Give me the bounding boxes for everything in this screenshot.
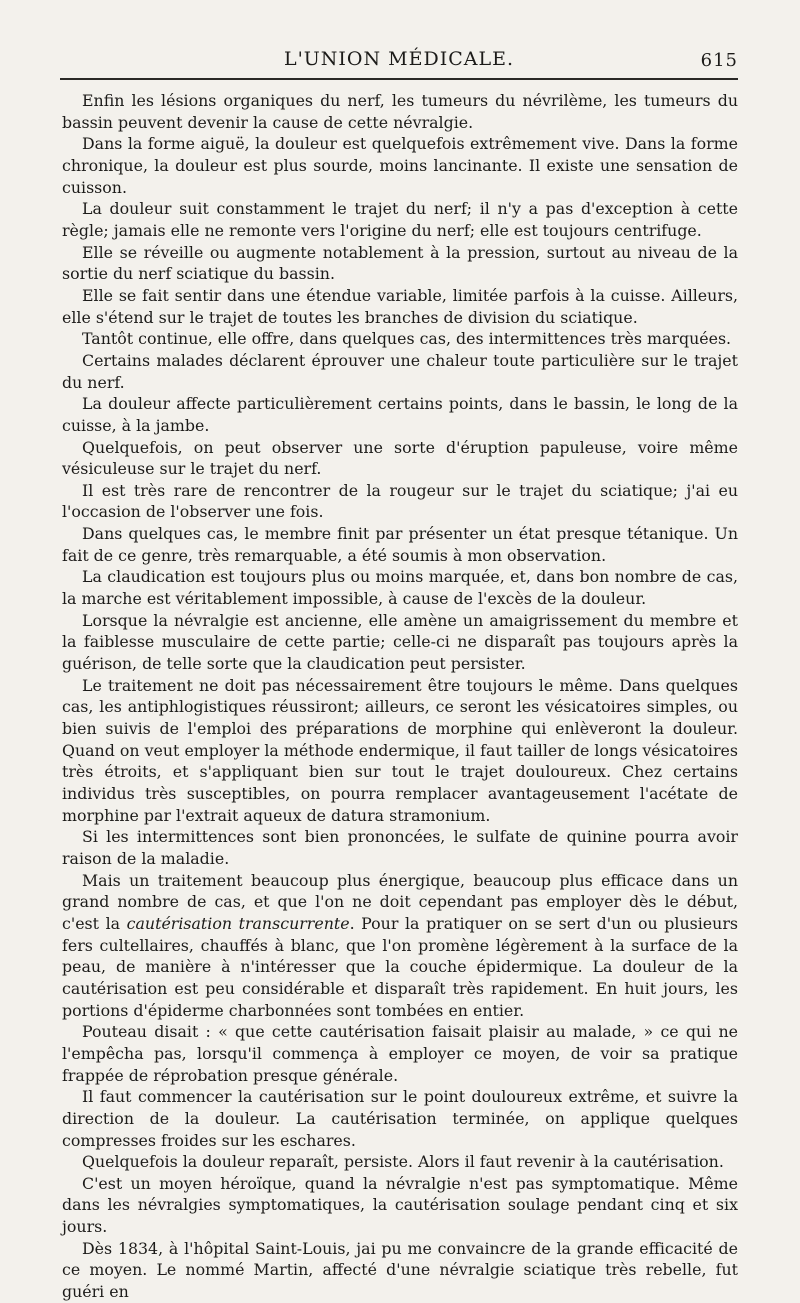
page-header	[60, 44, 738, 80]
paragraph: Tantôt continue, elle offre, dans quelques cas, des intermittences très marquées.	[82, 329, 732, 349]
paragraph: La douleur suit constamment le trajet du nerf; il n'y a pas d'exception à cette règle; jamais elle ne remonte vers l'origine du nerf; elle est toujours centrifuge.	[62, 199, 738, 240]
paragraph: Quelquefois, on peut observer une sorte d'éruption papuleuse, voire même vésiculeuse sur le trajet du nerf.	[62, 437, 738, 479]
paragraph: Dans quelques cas, le membre finit par présenter un état presque tétanique. Un fait de ce genre, très remarquable, a été soumis à mon observation.	[62, 524, 738, 565]
paragraph: Il est très rare de rencontrer de la rougeur sur le trajet du sciatique; j'ai eu l'occasion de l'observer une fois.	[62, 480, 738, 522]
paragraph: Quelquefois la douleur reparaît, persiste. Alors il faut revenir à la cautérisation.	[82, 1152, 724, 1172]
text-run: . Pour la pratiquer on se sert d'un ou plusieurs fers cultellaires, chauffés à blanc, que l'on promène légèrement à la surface de la peau, de manière à n'intéresser que la couche épidermique. La douleur de la cautérisation est peu considérable et disparaît très rapidement. En huit jours, les portions d'épiderme charbonnées sont tombées en entier.	[62, 913, 738, 1020]
paragraph: La claudication est toujours plus ou moins marquée, et, dans bon nombre de cas, la marche est véritablement impossible, à cause de l'excès de la douleur.	[62, 567, 738, 609]
page-number: 615	[700, 50, 738, 71]
italic-term: cautérisation transcurrente	[126, 913, 350, 933]
paragraph: Dès 1834, à l'hôpital Saint-Louis, jai pu me convaincre de la grande efficacité de ce moyen. Le nommé Martin, affecté d'une névralgie sciatique très rebelle, fut guéri en	[62, 1238, 738, 1302]
paragraph: La douleur affecte particulièrement certains points, dans le bassin, le long de la cuisse, à la jambe.	[62, 394, 738, 435]
paragraph: Dans la forme aiguë, la douleur est quelquefois extrêmement vive. Dans la forme chronique, la douleur est plus sourde, moins lancinante. Il existe une sensation de cuisson.	[62, 134, 738, 197]
paragraph: Pouteau disait : « que cette cautérisation faisait plaisir au malade, » ce qui ne l'empêcha pas, lorsqu'il commença à employer ce moyen, de voir sa pratique frappée de réprobation presque générale.	[62, 1022, 738, 1085]
paragraph: Si les intermittences sont bien prononcées, le sulfate de quinine pourra avoir raison de la maladie.	[62, 827, 738, 868]
running-title: L'UNION MÉDICALE.	[283, 48, 515, 70]
paragraph: C'est un moyen héroïque, quand la névralgie n'est pas symptomatique. Même dans les névralgies symptomatiques, la cautérisation soulage pendant cinq et six jours.	[62, 1173, 738, 1237]
paragraph-cauterisation	[62, 870, 738, 1022]
paragraph: Certains malades déclarent éprouver une chaleur toute particulière sur le trajet du nerf.	[62, 350, 738, 392]
body-text	[62, 90, 738, 1303]
paragraph: Elle se fait sentir dans une étendue variable, limitée parfois à la cuisse. Ailleurs, elle s'étend sur le trajet de toutes les branches de division du sciatique.	[62, 285, 738, 327]
paragraph: Le traitement ne doit pas nécessairement être toujours le même. Dans quelques cas, les antiphlogistiques réussiront; ailleurs, ce seront les vésicatoires simples, ou bien suivis de l'emploi des préparations de morphine qui enlèveront la douleur. Quand on veut employer la méthode endermique, il faut tailler de longs vésicatoires très étroits, et s'appliquant bien sur tout le trajet douloureux. Chez certains individus très susceptibles, on pourra remplacer avantageusement l'acétate de morphine par l'extrait aqueux de datura stramonium.	[62, 675, 738, 825]
paragraph: Lorsque la névralgie est ancienne, elle amène un amaigrissement du membre et la faiblesse musculaire de cette partie; celle-ci ne disparaît pas toujours après la guérison, de telle sorte que la claudication peut persister.	[62, 610, 738, 674]
text-run: Mais un traitement beaucoup plus énergique, beaucoup plus efficace dans un grand nombre de cas, et que l'on ne doit cependant pas employer dès le début, c'est la	[62, 870, 738, 933]
paragraph: Il faut commencer la cautérisation sur le point douloureux extrême, et suivre la direction de la douleur. La cautérisation terminée, on applique quelques compresses froides sur les eschares.	[62, 1087, 738, 1150]
paragraph: Elle se réveille ou augmente notablement à la pression, surtout au niveau de la sortie du nerf sciatique du bassin.	[62, 242, 738, 284]
paragraph: Enfin les lésions organiques du nerf, les tumeurs du névrilème, les tumeurs du bassin peuvent devenir la cause de cette névralgie.	[62, 91, 738, 132]
